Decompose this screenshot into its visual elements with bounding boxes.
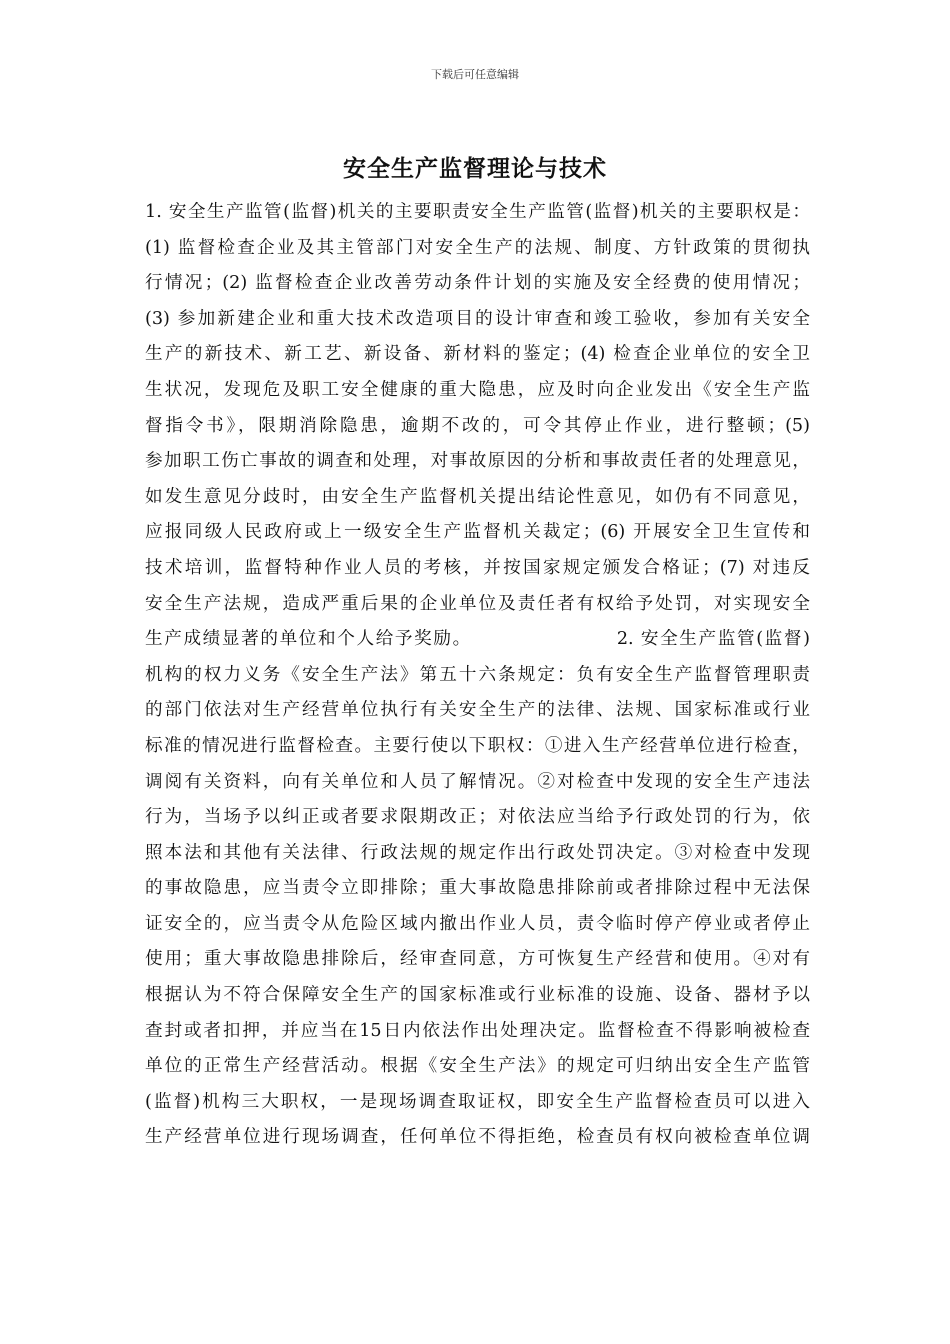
text-line: 机构的权力义务《安全生产法》第五十六条规定：负有安全生产监督管理职责 xyxy=(145,664,810,685)
text-line: 证安全的，应当责令从危险区域内撤出作业人员，责令临时停产停业或者停止 xyxy=(145,913,810,934)
text-line: 调阅有关资料，向有关单位和人员了解情况。②对检查中发现的安全生产违法 xyxy=(145,771,810,792)
text-line: 应报同级人民政府或上一级安全生产监督机关裁定；(6) 开展安全卫生宣传和 xyxy=(145,522,810,543)
document-body xyxy=(145,195,810,1156)
text-line: 1. 安全生产监管(监督)机关的主要职责安全生产监管(监督)机关的主要职权是： xyxy=(145,202,810,222)
page-header-note: 下载后可任意编辑 xyxy=(431,68,519,81)
text-line: 使用；重大事故隐患排除后，经审查同意，方可恢复生产经营和使用。④对有 xyxy=(145,949,810,970)
text-line: 生产经营单位进行现场调查，任何单位不得拒绝，检查员有权向被检查单位调 xyxy=(145,1127,810,1148)
text-line: 的部门依法对生产经营单位执行有关安全生产的法律、法规、国家标准或行业 xyxy=(145,700,810,721)
text-line: 查封或者扣押，并应当在15日内依法作出处理决定。监督检查不得影响被检查 xyxy=(145,1020,810,1041)
text-line: 行为，当场予以纠正或者要求限期改正；对依法应当给予行政处罚的行为，依 xyxy=(145,807,810,828)
text-line: 技术培训，监督特种作业人员的考核，并按国家规定颁发合格证；(7) 对违反 xyxy=(145,557,810,578)
text-line: 参加职工伤亡事故的调查和处理，对事故原因的分析和事故责任者的处理意见， xyxy=(145,451,810,472)
document-title: 安全生产监督理论与技术 xyxy=(343,156,607,182)
text-line: (1) 监督检查企业及其主管部门对安全生产的法规、制度、方针政策的贯彻执 xyxy=(145,237,810,258)
text-line: 照本法和其他有关法律、行政法规的规定作出行政处罚决定。③对检查中发现 xyxy=(145,842,810,863)
text-line: 标准的情况进行监督检查。主要行使以下职权：①进入生产经营单位进行检查， xyxy=(145,735,810,756)
text-line: (3) 参加新建企业和重大技术改造项目的设计审查和竣工验收，参加有关安全 xyxy=(145,308,810,329)
text-line: 生产成绩显著的单位和个人给予奖励。 2. 安全生产监管(监督) xyxy=(145,629,810,650)
text-line: 的事故隐患，应当责令立即排除；重大事故隐患排除前或者排除过程中无法保 xyxy=(145,878,810,899)
text-line: 单位的正常生产经营活动。根据《安全生产法》的规定可归纳出安全生产监管 xyxy=(145,1056,810,1077)
text-line: 如发生意见分歧时，由安全生产监督机关提出结论性意见，如仍有不同意见， xyxy=(145,486,810,507)
text-line: 行情况；(2) 监督检查企业改善劳动条件计划的实施及安全经费的使用情况； xyxy=(145,273,810,294)
text-line: (监督)机构三大职权，一是现场调查取证权，即安全生产监督检查员可以进入 xyxy=(145,1091,810,1112)
text-line: 生产的新技术、新工艺、新设备、新材料的鉴定；(4) 检查企业单位的安全卫 xyxy=(145,344,810,365)
text-line: 生状况，发现危及职工安全健康的重大隐患，应及时向企业发出《安全生产监 xyxy=(145,379,810,400)
text-line: 督指令书》，限期消除隐患，逾期不改的，可令其停止作业，进行整顿；(5) xyxy=(145,415,810,436)
text-line: 根据认为不符合保障安全生产的国家标准或行业标准的设施、设备、器材予以 xyxy=(145,985,810,1006)
text-line: 安全生产法规，造成严重后果的企业单位及责任者有权给予处罚，对实现安全 xyxy=(145,593,810,614)
